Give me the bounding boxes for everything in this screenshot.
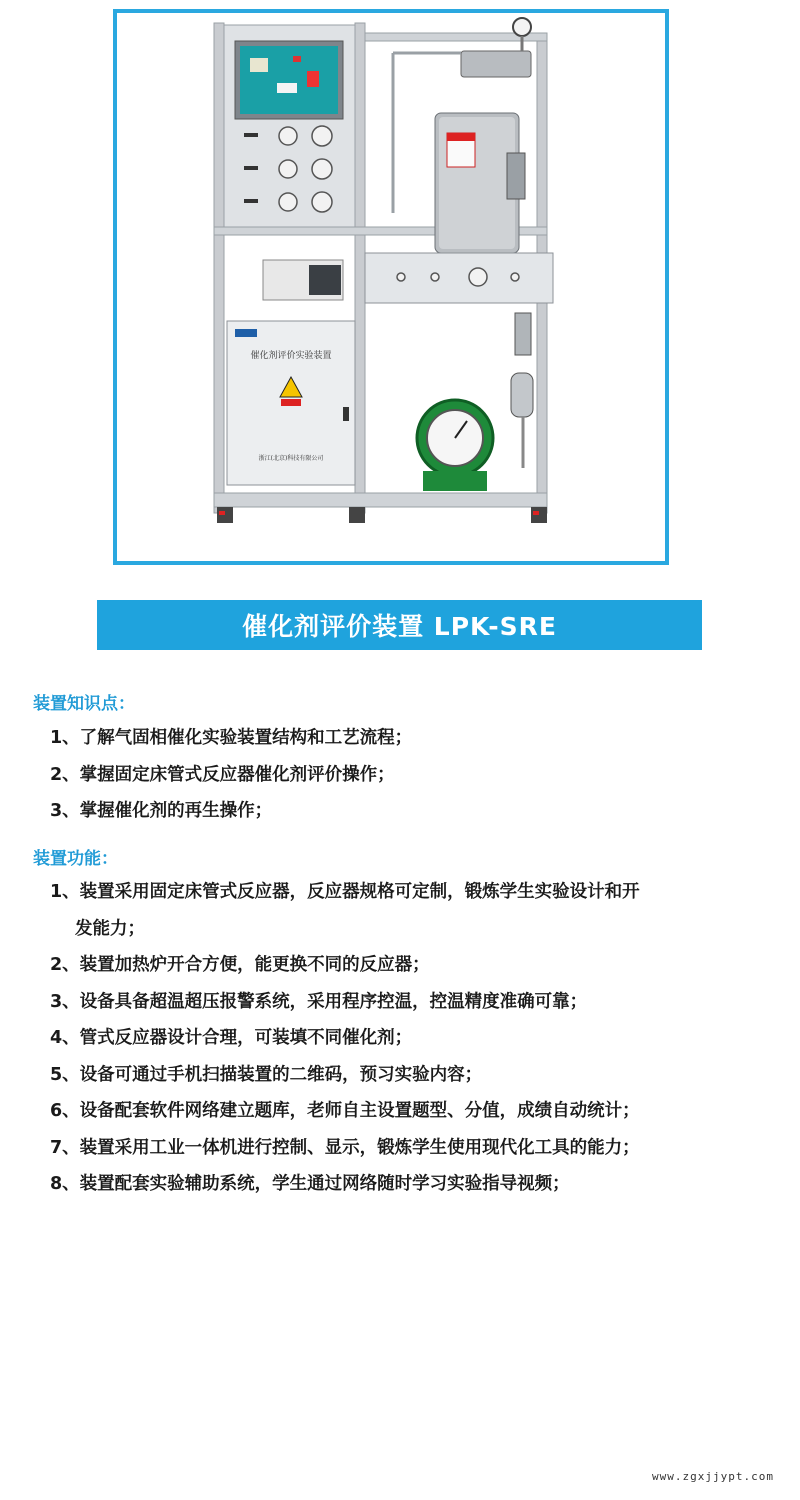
function-item: 1、装置采用固定床管式反应器，反应器规格可定制，锻炼学生实验设计和开 [50, 882, 640, 902]
functions-heading: 装置功能： [33, 849, 118, 869]
banner-title: 催化剂评价装置 LPK-SRE [242, 612, 557, 641]
enclosure-label: 催化剂评价实验装置 [250, 351, 332, 361]
function-item: 5、设备可通过手机扫描装置的二维码，预习实验内容； [50, 1064, 483, 1085]
function-item: 4、管式反应器设计合理，可装填不同催化剂； [50, 1028, 413, 1048]
function-item: 7、装置采用工业一体机进行控制、显示，锻炼学生使用现代化工具的能力； [50, 1137, 640, 1158]
functions-list [50, 874, 640, 1203]
product-photo-frame [113, 9, 669, 565]
function-item: 2、装置加热炉开合方便，能更换不同的反应器； [50, 955, 430, 975]
knowledge-item: 3、掌握催化剂的再生操作； [50, 801, 273, 821]
knowledge-item: 1、了解气固相催化实验装置结构和工艺流程； [50, 728, 413, 748]
function-item: 8、装置配套实验辅助系统，学生通过网络随时学习实验指导视频； [50, 1174, 570, 1194]
title-banner [97, 600, 702, 650]
product-photo [117, 13, 665, 561]
knowledge-list [50, 720, 412, 830]
function-item: 3、设备具备超温超压报警系统，采用程序控温，控温精度准确可靠； [50, 991, 588, 1012]
knowledge-item: 2、掌握固定床管式反应器催化剂评价操作； [50, 764, 395, 785]
knowledge-heading: 装置知识点： [33, 694, 135, 714]
site-watermark: www.zgxjjypt.com [652, 1470, 774, 1483]
function-item-continuation: 发能力； [75, 918, 145, 939]
enclosure-company: 浙江(北京)科技有限公司 [258, 455, 324, 462]
function-item: 6、设备配套软件网络建立题库，老师自主设置题型、分值，成绩自动统计； [50, 1101, 640, 1121]
